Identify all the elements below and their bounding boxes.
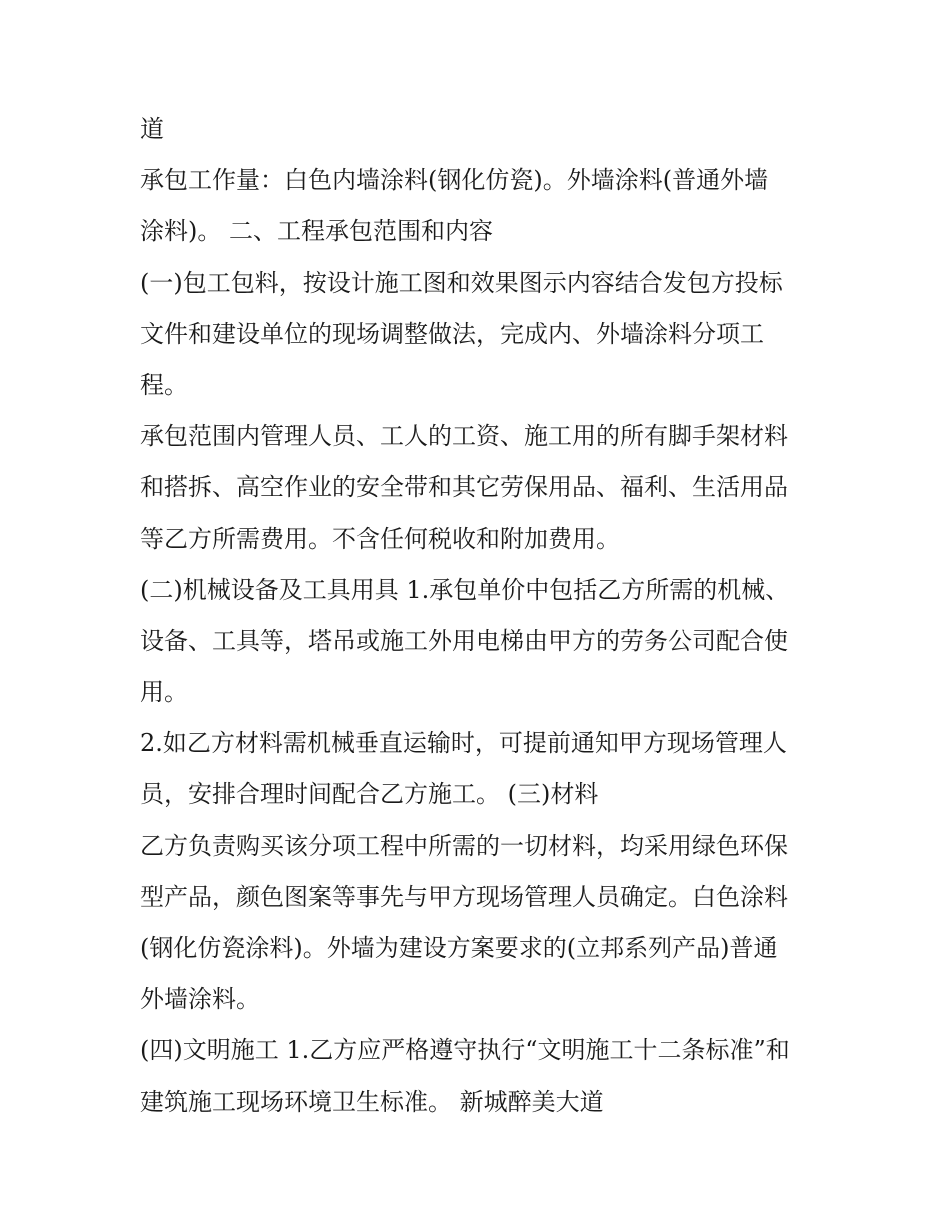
text-line: 设备、工具等，塔吊或施工外用电梯由甲方的劳务公司配合使 [140, 626, 788, 655]
text-line: 2.如乙方材料需机械垂直运输时，可提前通知甲方现场管理人 [140, 729, 787, 758]
text-line: 承包工作量：白色内墙涂料(钢化仿瓷)。外墙涂料(普通外墙 [140, 166, 769, 195]
text-line: (钢化仿瓷涂料)。外墙为建设方案要求的(立邦系列产品)普通 [140, 934, 778, 962]
text-line: 程。 [140, 370, 188, 399]
text-line: 外墙涂料。 [140, 985, 260, 1014]
text-line: 员，安排合理时间配合乙方施工。 (三)材料 [140, 780, 599, 809]
text-line: 建筑施工现场环境卫生标准。 新城醉美大道 [140, 1087, 604, 1116]
text-line: 涂料)。 二、工程承包范围和内容 [140, 217, 493, 246]
text-line: (一)包工包料，按设计施工图和效果图示内容结合发包方投标 [140, 268, 783, 297]
document-body [140, 104, 820, 1128]
text-line: (二)机械设备及工具用具 1.承包单价中包括乙方所需的机械、 [140, 575, 790, 604]
text-line: 用。 [140, 678, 188, 707]
text-line: (四)文明施工 1.乙方应严格遵守执行“文明施工十二条标准”和 [140, 1036, 790, 1065]
text-line: 文件和建设单位的现场调整做法，完成内、外墙涂料分项工 [140, 319, 764, 348]
text-line: 型产品，颜色图案等事先与甲方现场管理人员确定。白色涂料 [140, 882, 788, 911]
text-line: 承包范围内管理人员、工人的工资、施工用的所有脚手架材料 [140, 422, 788, 451]
text-line: 道 [140, 115, 164, 143]
text-line: 乙方负责购买该分项工程中所需的一切材料，均采用绿色环保 [140, 831, 788, 860]
text-line: 等乙方所需费用。不含任何税收和附加费用。 [140, 524, 620, 553]
text-line: 和搭拆、高空作业的安全带和其它劳保用品、福利、生活用品 [140, 473, 788, 502]
